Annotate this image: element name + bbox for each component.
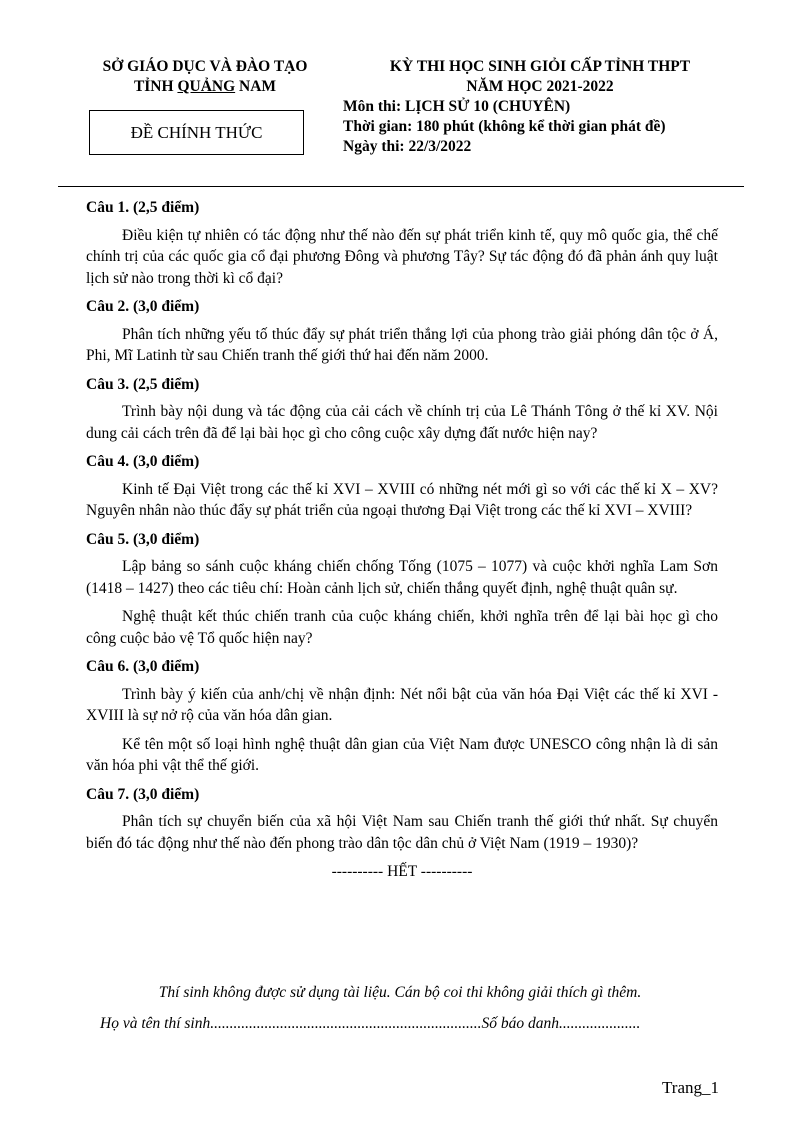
province-prefix: TỈNH — [133, 78, 178, 95]
exam-subject: Môn thi: LỊCH SỬ 10 (CHUYÊN) — [343, 98, 571, 115]
exam-title: KỲ THI HỌC SINH GIỎI CẤP TỈNH THPT — [389, 58, 691, 75]
question-6 — [86, 656, 718, 777]
question-text: Phân tích sự chuyển biến của xã hội Việt Nam sau Chiến tranh thế giới thứ nhất. Sự chuyển biến đó tác động như thế nào đến phong trào dân tộc dân chủ ở Việt Nam (1919 – 1930)? — [86, 813, 718, 852]
school-year: NĂM HỌC 2021-2022 — [466, 78, 614, 95]
question-4 — [86, 451, 718, 522]
question-title: Câu 2. (3,0 điểm) — [86, 298, 200, 315]
question-text: Trình bày nội dung và tác động của cải cách về chính trị của Lê Thánh Tông ở thế kỉ XV. Nội dung cải cách trên đã để lại bài học gì cho công cuộc xây dựng đất nước hiện nay? — [86, 403, 718, 442]
page-number: Trang_1 — [662, 1078, 719, 1097]
question-2 — [86, 296, 718, 367]
question-title: Câu 1. (2,5 điểm) — [86, 199, 200, 216]
question-5 — [86, 529, 718, 650]
question-7 — [86, 784, 718, 855]
department-name: SỞ GIÁO DỤC VÀ ĐÀO TẠO — [102, 58, 308, 75]
question-text: Kinh tế Đại Việt trong các thế kỉ XVI – XVIII có những nét mới gì so với các thế kỉ X – XV? Nguyên nhân nào thúc đẩy sự phát triển của ngoại thương Đại Việt trong các thế kỉ XVI – XVIII? — [86, 480, 718, 519]
province-name — [70, 77, 340, 97]
question-text: Trình bày ý kiến của anh/chị về nhận định: Nét nổi bật của văn hóa Đại Việt các thế kỉ XVI - XVIII là sự nở rộ của văn hóa dân gian. — [86, 685, 718, 724]
question-list — [86, 197, 718, 883]
exam-title-block — [340, 57, 740, 97]
question-title: Câu 4. (3,0 điểm) — [86, 453, 200, 470]
province-underlined: QUẢNG — [177, 78, 236, 95]
question-title: Câu 7. (3,0 điểm) — [86, 785, 200, 803]
question-title: Câu 3. (2,5 điểm) — [86, 375, 200, 393]
exam-duration: Thời gian: 180 phút (không kể thời gian phát đề) — [343, 118, 666, 135]
department-header — [70, 57, 340, 97]
question-text: Điều kiện tự nhiên có tác động như thế nào đến sự phát triển kinh tế, quy mô quốc gia, thể chế chính trị của các quốc gia cổ đại phương Đông và phương Tây? Sự tác động đó đã phản ánh quy luật lịch sử nào trong thời kì cổ đại? — [86, 226, 718, 287]
question-3 — [86, 374, 718, 445]
exam-date: Ngày thi: 22/3/2022 — [343, 138, 472, 155]
exam-info — [343, 97, 763, 157]
end-mark: ---------- HẾT ---------- — [331, 863, 473, 880]
official-exam-box — [89, 110, 304, 155]
question-title: Câu 5. (3,0 điểm) — [86, 530, 200, 548]
footer-note: Thí sinh không được sử dụng tài liệu. Cán bộ coi thi không giải thích gì thêm. — [158, 984, 642, 1001]
official-label: ĐỀ CHÍNH THỨC — [130, 122, 263, 142]
question-1 — [86, 197, 718, 289]
question-text: Nghệ thuật kết thúc chiến tranh của cuộc kháng chiến, khởi nghĩa trên để lại bài học gì cho công cuộc bảo vệ Tổ quốc hiện nay? — [86, 608, 718, 647]
header-divider — [58, 186, 744, 187]
question-text: Phân tích những yếu tố thúc đẩy sự phát triển thắng lợi của phong trào giải phóng dân tộc ở Á, Phi, Mĩ Latinh từ sau Chiến tranh thế giới thứ hai đến năm 2000. — [86, 325, 718, 364]
province-suffix: NAM — [235, 78, 277, 95]
candidate-fields: Họ và tên thí sinh......................................................................Số báo danh..................... — [100, 1015, 641, 1032]
question-text: Kể tên một số loại hình nghệ thuật dân gian của Việt Nam được UNESCO công nhận là di sản văn hóa phi vật thể thế giới. — [86, 735, 718, 774]
question-text: Lập bảng so sánh cuộc kháng chiến chống Tống (1075 – 1077) và cuộc khởi nghĩa Lam Sơn (1418 – 1427) theo các tiêu chí: Hoàn cảnh lịch sử, chiến thắng quyết định, nghệ thuật quân sự. — [86, 558, 718, 597]
question-title: Câu 6. (3,0 điểm) — [86, 658, 200, 675]
